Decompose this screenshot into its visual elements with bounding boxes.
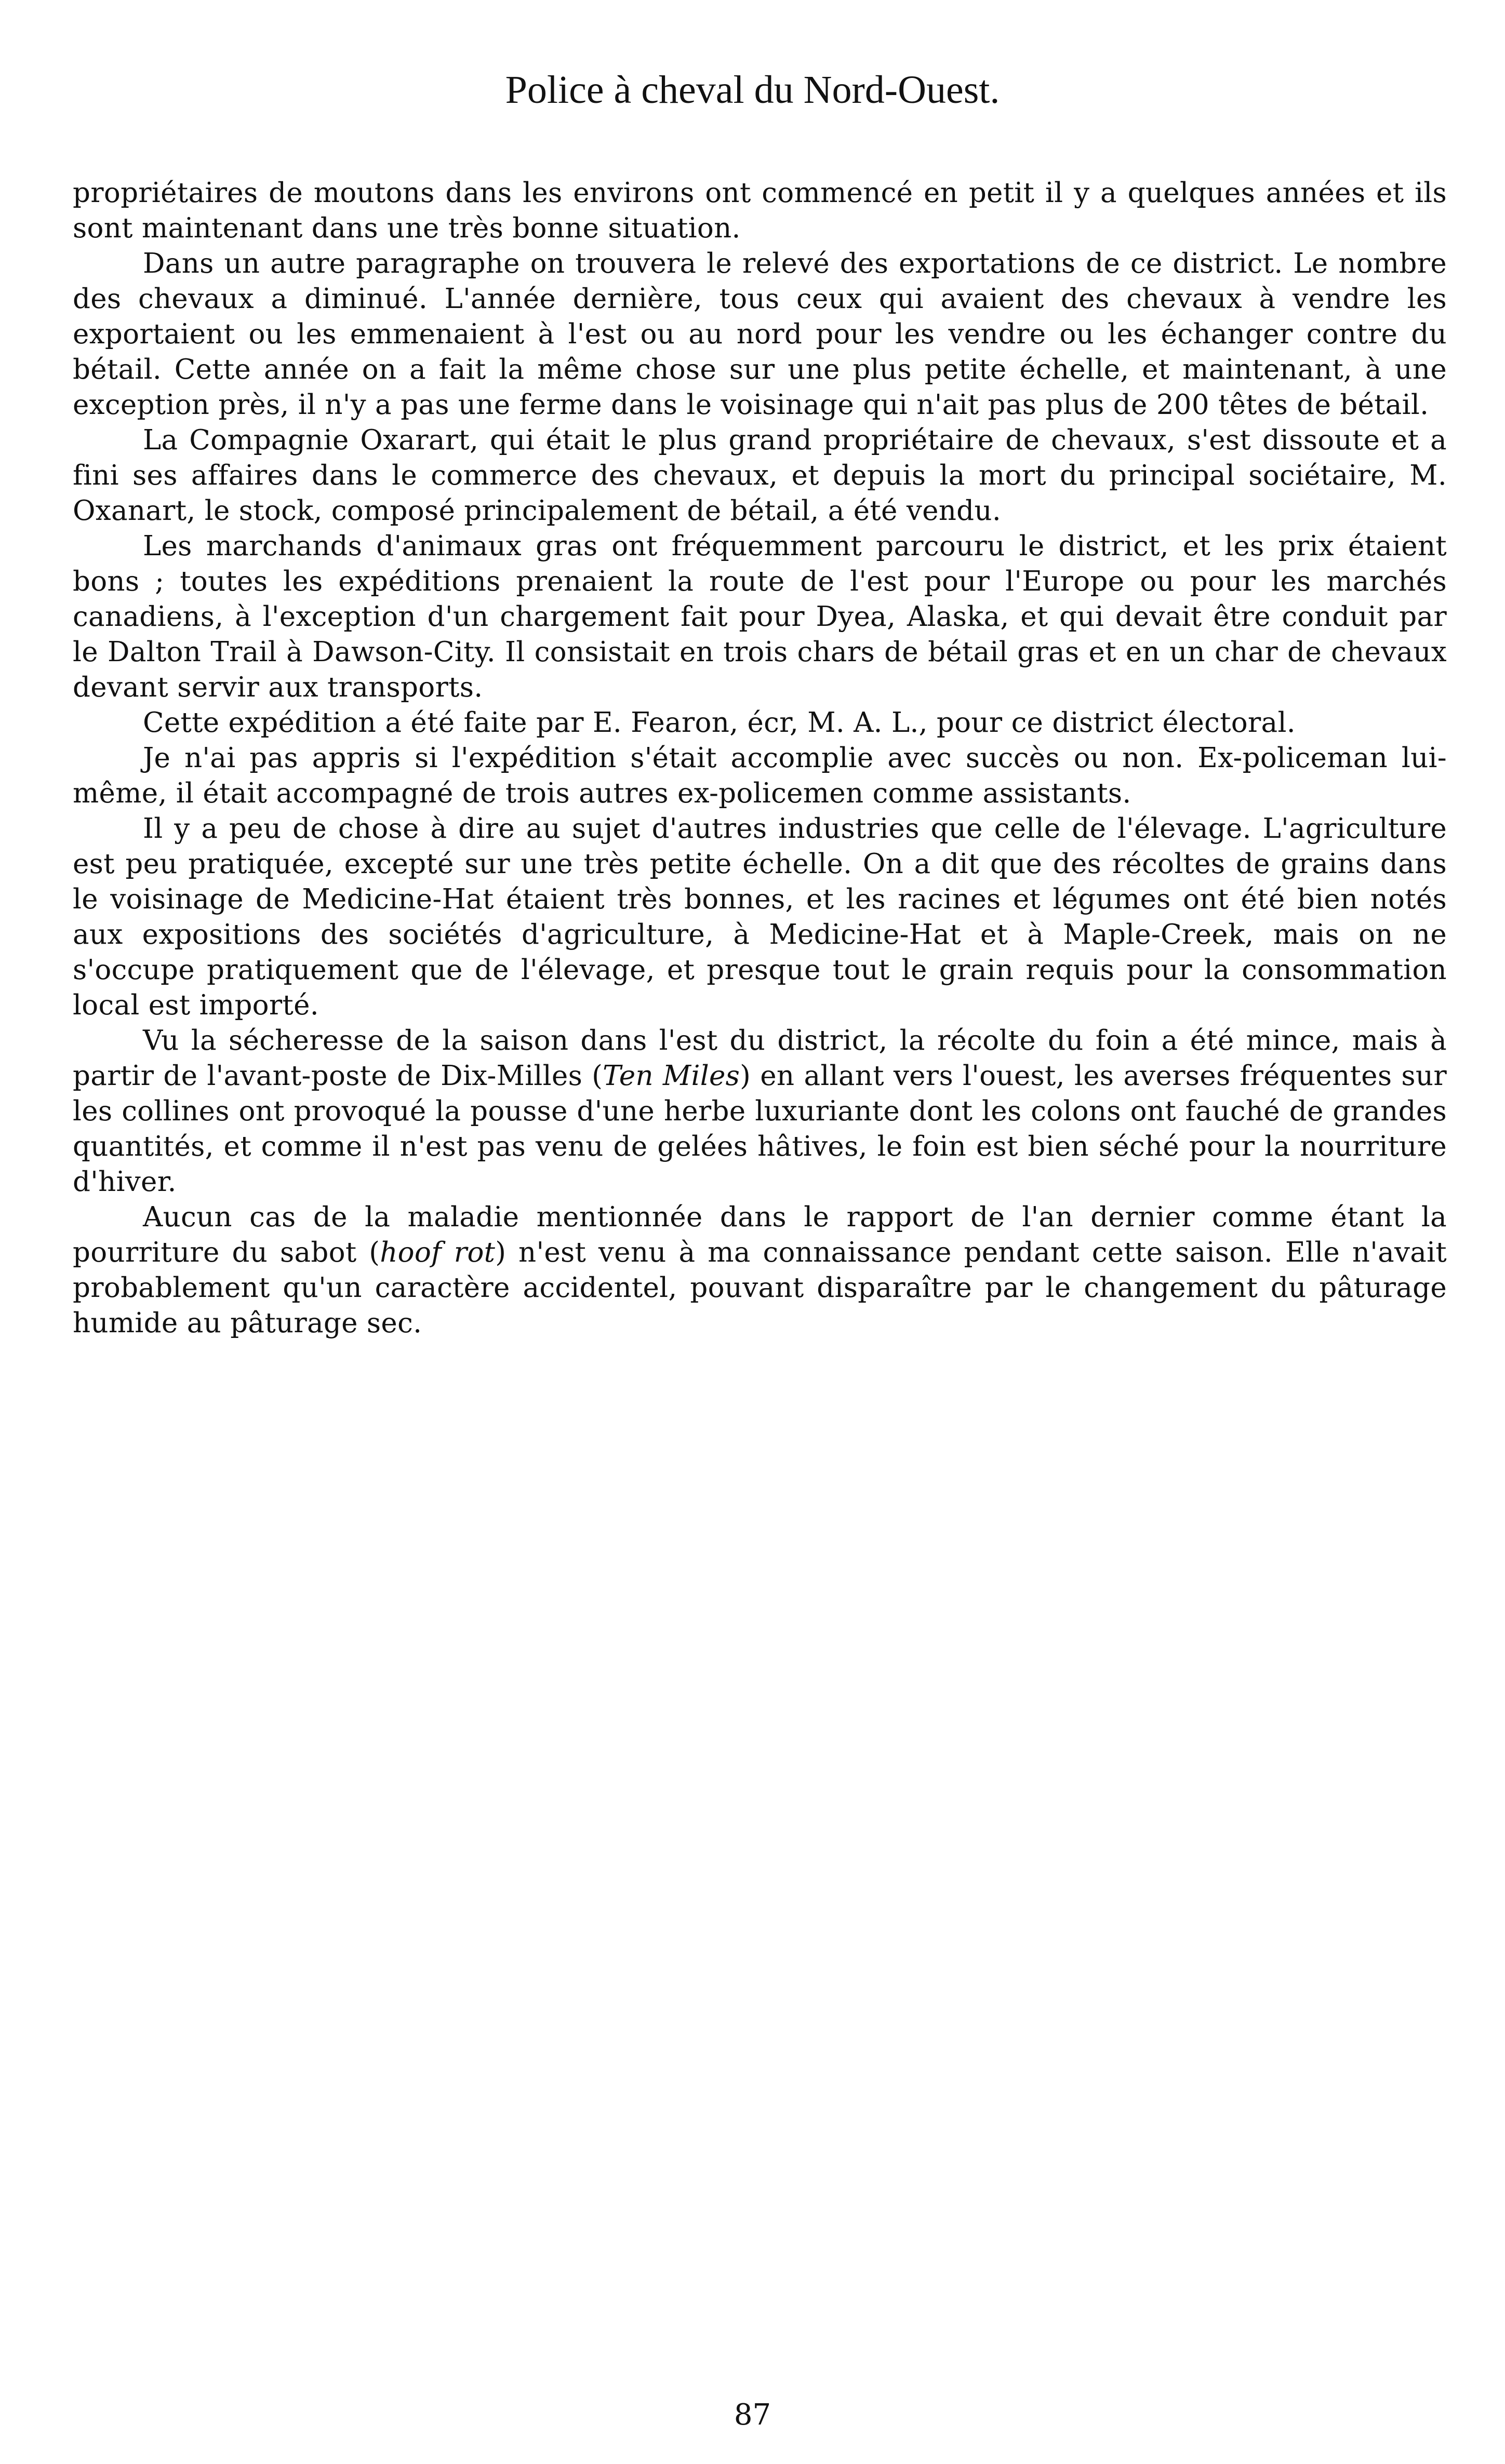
paragraph <box>73 705 1447 741</box>
paragraph <box>73 741 1447 811</box>
paragraph-text: Dans un autre paragraphe on trouvera le relevé des exportations de ce district. Le nombre des chevaux a diminué. L'année dernière, tous ceux qui avaient des chevaux à vendre les exportaient ou les emmenaient à l'est ou au nord pour les vendre ou les échanger contre du bétail. Cette année on a fait la même chose sur une plus petite échelle, et maintenant, à une exception près, il n'y a pas une ferme dans le voisinage qui n'ait pas plus de 200 têtes de bétail. <box>73 248 1447 421</box>
paragraph-text: propriétaires de moutons dans les environs ont commencé en petit il y a quelques années et ils sont maintenant dans une très bonne situation. <box>73 177 1447 244</box>
page-number: 87 <box>734 2398 771 2432</box>
body-text <box>73 176 1447 1341</box>
paragraph-text: ) en allant vers l'ouest, les averses fréquentes sur les collines ont provoqué la pousse d'une herbe luxuriante dont les colons ont fauché de grandes quantités, et comme il n'est pas venu de gelées hâtives, le foin est bien séché pour la nourriture d'hiver. <box>73 1060 1447 1198</box>
paragraph <box>73 529 1447 705</box>
paragraph <box>73 811 1447 1023</box>
italic-term: hoof rot <box>380 1237 496 1268</box>
paragraph-text: Cette expédition a été faite par E. Fearon, écr, M. A. L., pour ce district électoral. <box>143 707 1296 739</box>
paragraph-text: Je n'ai pas appris si l'expédition s'était accomplie avec succès ou non. Ex-policeman lui-même, il était accompagné de trois autres ex-policemen comme assistants. <box>73 742 1447 809</box>
paragraph-text: ) n'est venu à ma connaissance pendant cette saison. Elle n'avait probablement qu'un caractère accidentel, pouvant disparaître par le changement du pâturage humide au pâturage sec. <box>73 1237 1447 1339</box>
paragraph <box>73 1200 1447 1341</box>
paragraph <box>73 176 1447 246</box>
paragraph-text: Vu la sécheresse de la saison dans l'est du district, la récolte du foin a été mince, mais à partir de l'avant-poste de Dix-Milles ( <box>73 1025 1447 1092</box>
paragraph-text: Il y a peu de chose à dire au sujet d'autres industries que celle de l'élevage. L'agriculture est peu pratiquée, excepté sur une très petite échelle. On a dit que des récoltes de grains dans le voisinage de Medicine-Hat étaient très bonnes, et les racines et légumes ont été bien notés aux expositions des sociétés d'agriculture, à Medicine-Hat et à Maple-Creek, mais on ne s'occupe pratiquement que de l'élevage, et presque tout le grain requis pour la consommation local est importé. <box>73 813 1447 1021</box>
paragraph <box>73 246 1447 423</box>
paragraph-text: La Compagnie Oxarart, qui était le plus grand propriétaire de chevaux, s'est dissoute et a fini ses affaires dans le commerce des chevaux, et depuis la mort du principal sociétaire, M. Oxanart, le stock, composé principalement de bétail, a été vendu. <box>73 424 1447 527</box>
paragraph-text: Les marchands d'animaux gras ont fréquemment parcouru le district, et les prix étaient bons ; toutes les expéditions prenaient la route de l'est pour l'Europe ou pour les marchés canadiens, à l'exception d'un chargement fait pour Dyea, Alaska, et qui devait être conduit par le Dalton Trail à Dawson-City. Il consistait en trois chars de bétail gras et en un char de chevaux devant servir aux transports. <box>73 530 1447 703</box>
italic-term: Ten Miles <box>603 1060 740 1092</box>
paragraph-text: Aucun cas de la maladie mentionnée dans le rapport de l'an dernier comme étant la pourriture du sabot ( <box>73 1201 1447 1268</box>
paragraph <box>73 1023 1447 1200</box>
paragraph <box>73 423 1447 529</box>
page-header-title: Police à cheval du Nord-Ouest. <box>505 68 1000 112</box>
